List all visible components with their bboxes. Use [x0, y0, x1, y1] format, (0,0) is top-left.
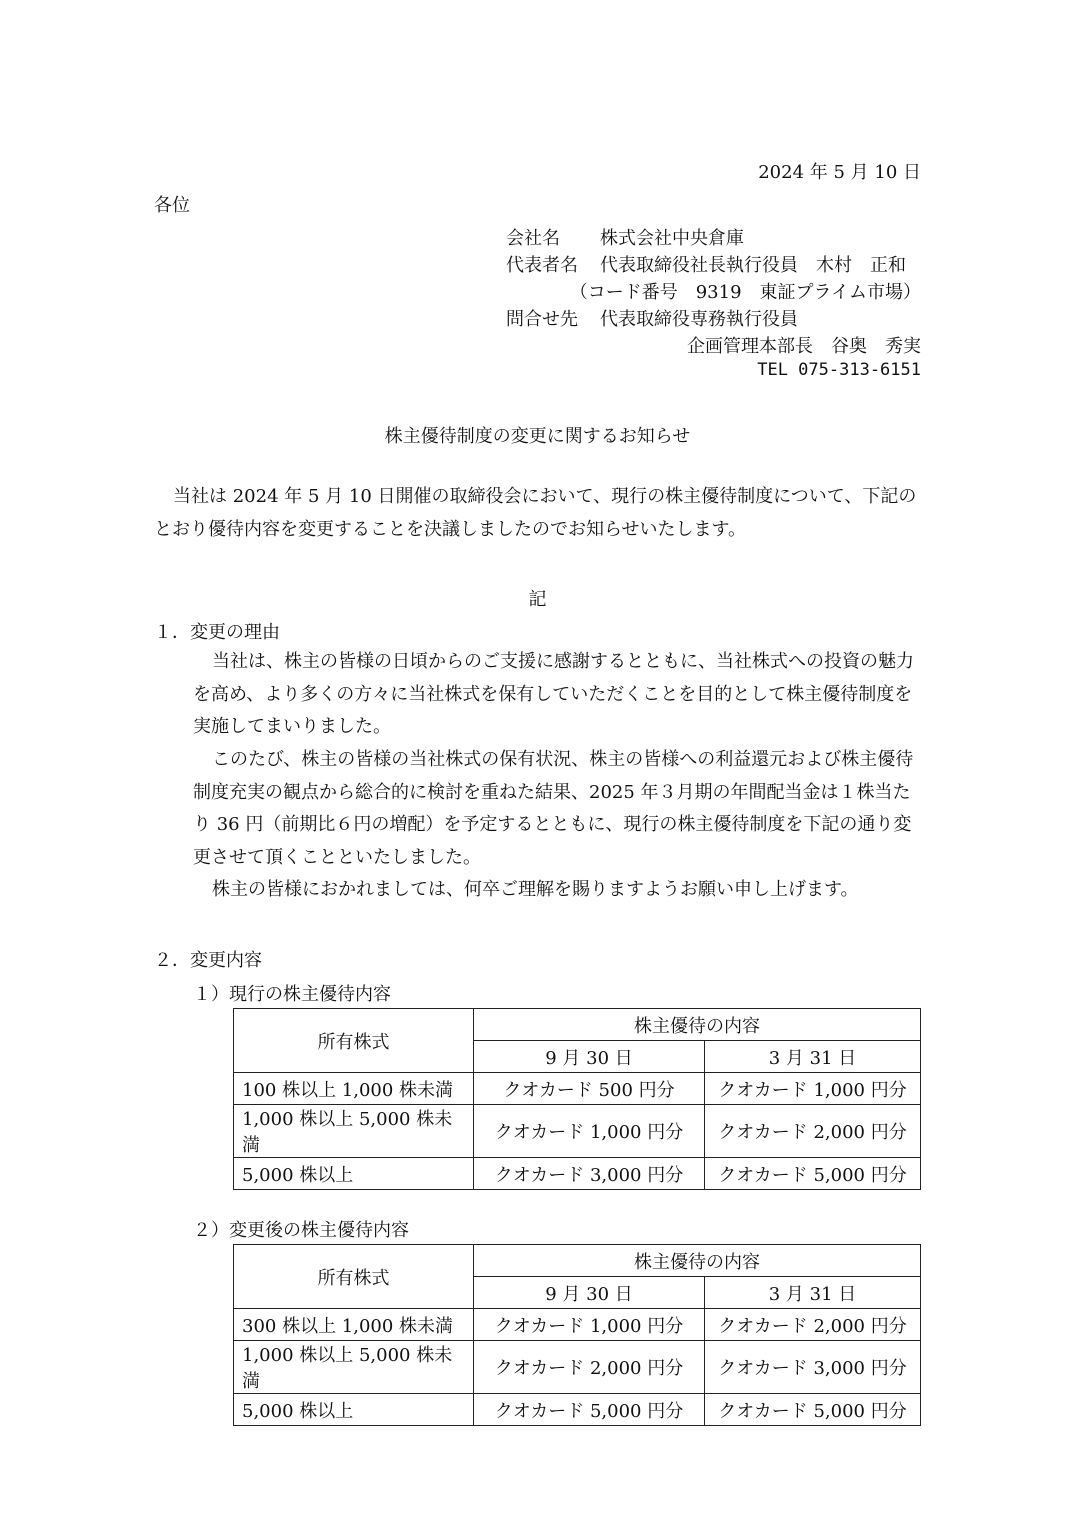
section1-heading: １．変更の理由 — [154, 622, 280, 643]
march-cell: クオカード 2,000 円分 — [705, 1309, 921, 1341]
shares-cell: 300 株以上 1,000 株未満 — [234, 1309, 474, 1341]
section1-paragraph-1: 当社は、株主の皆様の日頃からのご支援に感謝するとともに、当社株式への投資の魅力を高め、より多くの方々に当社株式を保有していただくことを目的として株主優待制度を実施してまいりました。 — [193, 651, 914, 737]
ki-marker: 記 — [528, 589, 547, 610]
march-cell: クオカード 2,000 円分 — [705, 1105, 921, 1158]
stock-code: （コード番号 9319 東証プライム市場） — [569, 282, 921, 303]
table-row — [234, 1158, 921, 1190]
shares-cell: 5,000 株以上 — [234, 1394, 474, 1426]
march-cell: クオカード 5,000 円分 — [705, 1394, 921, 1426]
contact-label: 問合せ先 — [506, 309, 578, 330]
intro-paragraph: 当社は 2024 年 5 月 10 日開催の取締役会において、現行の株主優待制度について、下記のとおり優待内容を変更することを決議しましたのでお知らせいたします。 — [154, 486, 917, 540]
header-benefit-content: 株主優待の内容 — [474, 1245, 921, 1277]
march-cell: クオカード 5,000 円分 — [705, 1158, 921, 1190]
representative-label: 代表者名 — [506, 255, 578, 276]
section1-paragraph-3: 株主の皆様におかれましては、何卒ご理解を賜りますようお願い申し上げます。 — [212, 879, 859, 900]
contact-title: 代表取締役専務執行役員 — [600, 309, 798, 330]
table-row — [234, 1073, 921, 1105]
table-row — [234, 1309, 921, 1341]
table-row — [234, 1105, 921, 1158]
header-benefit-content: 株主優待の内容 — [474, 1009, 921, 1041]
september-cell: クオカード 2,000 円分 — [474, 1341, 705, 1394]
new-benefits-table — [233, 1244, 921, 1426]
company-name: 株式会社中央倉庫 — [600, 228, 744, 249]
table-row — [234, 1394, 921, 1426]
header-september: 9 月 30 日 — [474, 1041, 705, 1073]
header-september: 9 月 30 日 — [474, 1277, 705, 1309]
september-cell: クオカード 3,000 円分 — [474, 1158, 705, 1190]
section2-heading: ２．変更内容 — [154, 950, 262, 971]
document-title: 株主優待制度の変更に関するお知らせ — [384, 426, 691, 447]
document-date: 2024 年 5 月 10 日 — [758, 162, 921, 183]
addressee: 各位 — [154, 195, 190, 216]
shares-cell: 1,000 株以上 5,000 株未満 — [234, 1105, 474, 1158]
section1-paragraph-2: このたび、株主の皆様の当社株式の保有状況、株主の皆様への利益還元および株主優待制度充実の観点から総合的に検討を重ねた結果、2025 年３月期の年間配当金は１株当たり 36 円（前期比６円の増配）を予定するとともに、現行の株主優待制度を下記の通り変更させて頂くことといたしました。 — [193, 749, 914, 868]
contact-name: 企画管理本部長 谷奥 秀実 — [687, 336, 921, 357]
after-table-caption: ２）変更後の株主優待内容 — [193, 1220, 409, 1241]
header-march: 3 月 31 日 — [705, 1277, 921, 1309]
current-table-caption: １）現行の株主優待内容 — [193, 984, 391, 1005]
company-name-label: 会社名 — [506, 228, 560, 249]
header-shares: 所有株式 — [234, 1009, 474, 1073]
march-cell: クオカード 3,000 円分 — [705, 1341, 921, 1394]
shares-cell: 1,000 株以上 5,000 株未満 — [234, 1341, 474, 1394]
march-cell: クオカード 1,000 円分 — [705, 1073, 921, 1105]
header-march: 3 月 31 日 — [705, 1041, 921, 1073]
shares-cell: 5,000 株以上 — [234, 1158, 474, 1190]
september-cell: クオカード 1,000 円分 — [474, 1105, 705, 1158]
table-row — [234, 1341, 921, 1394]
shares-cell: 100 株以上 1,000 株未満 — [234, 1073, 474, 1105]
contact-tel: TEL 075-313-6151 — [757, 360, 921, 380]
representative-name: 代表取締役社長執行役員 木村 正和 — [600, 255, 906, 276]
current-benefits-table — [233, 1008, 921, 1190]
september-cell: クオカード 1,000 円分 — [474, 1309, 705, 1341]
header-shares: 所有株式 — [234, 1245, 474, 1309]
september-cell: クオカード 5,000 円分 — [474, 1394, 705, 1426]
september-cell: クオカード 500 円分 — [474, 1073, 705, 1105]
